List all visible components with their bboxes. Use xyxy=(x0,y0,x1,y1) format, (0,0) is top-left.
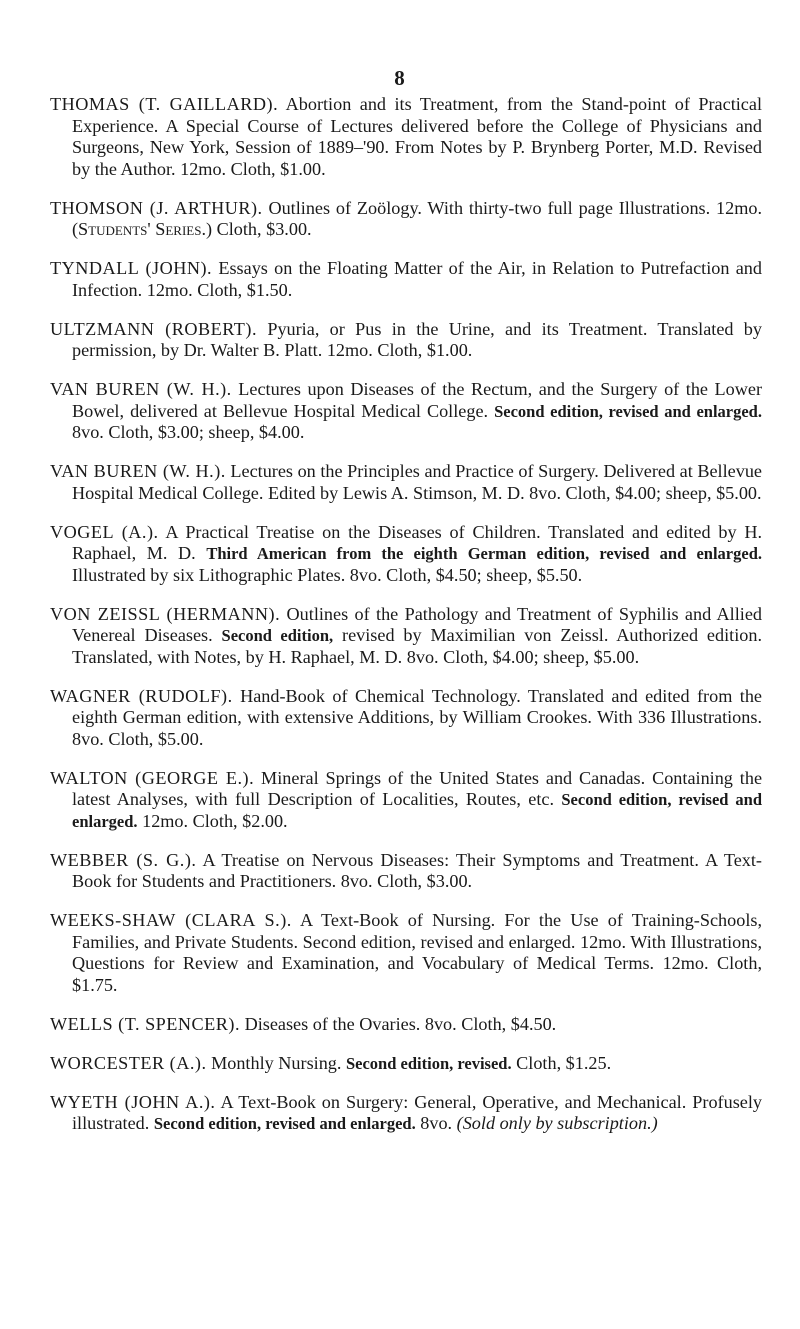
entry-description: Lectures upon Diseases of the Rectum, and the Surgery of the Lower Bowel, delivered at Bellevue Hospital Medical College. xyxy=(72,379,763,421)
catalog-entry-tyndall xyxy=(50,258,762,301)
entry-author: WAGNER (RUDOLF). xyxy=(50,685,233,706)
catalog-entry-webber xyxy=(50,850,762,893)
entry-description: A Practical Treatise on the Diseases of Children. Translated and edited by H. Raphael, M. D. xyxy=(72,521,763,563)
entry-description: Diseases of the Ovaries. 8vo. Cloth, $4.50. xyxy=(244,1013,557,1034)
entry-description: Mineral Springs of the United States and Canadas. Containing the latest Analyses, with full Description of Localities, Routes, etc. xyxy=(72,767,763,809)
catalog-entry-von-zeissl xyxy=(50,604,762,669)
page-number: 8 xyxy=(394,66,406,90)
entry-author: WEEKS-SHAW (CLARA S.). xyxy=(50,910,292,930)
entry-edition: Second edition, revised and enlarged. xyxy=(153,1114,416,1133)
entry-author: TYNDALL (JOHN). xyxy=(50,258,213,278)
entry-edition: Second edition, revised and enlarged. xyxy=(72,790,762,831)
catalog-entry-ultzmann xyxy=(50,319,762,362)
entry-price: Cloth, $3.00. xyxy=(216,219,312,239)
entry-description: Essays on the Floating Matter of the Air, in Relation to Putrefaction and Infection. 12mo. Cloth, $1.50. xyxy=(72,258,762,300)
entry-description: Outlines of the Pathology and Treatment of Syphilis and Allied Venereal Diseases. xyxy=(72,603,762,645)
entry-description: A Treatise on Nervous Diseases: Their Symptoms and Treatment. A Text-Book for Students and Practitioners. 8vo. Cloth, $3.00. xyxy=(72,849,762,891)
entry-note: (Sold only by subscription.) xyxy=(456,1113,658,1133)
entry-description: Lectures on the Principles and Practice of Surgery. Delivered at Bellevue Hospital Medical College. Edited by Lewis A. Stimson, M. D. 8vo. Cloth, $4.00; sheep, $5.00. xyxy=(72,461,762,503)
entry-edition: Second edition, revised. xyxy=(345,1053,512,1073)
entry-author: THOMAS (T. GAILLARD). xyxy=(50,94,279,114)
entry-author: WYETH (JOHN A.). xyxy=(50,1091,216,1112)
entry-price: revised by Maximilian von Zeissl. Authorized edition. Translated, with Notes, by H. Raphael, M. D. 8vo. Cloth, $4.00; sheep, $5.00. xyxy=(72,625,762,667)
entry-author: VOGEL (A.). xyxy=(50,521,159,542)
catalog-entry-walton xyxy=(50,768,762,833)
catalog-entry-wyeth xyxy=(50,1092,762,1135)
entry-edition: Second edition, revised and enlarged. xyxy=(494,401,762,421)
catalog-entry-weeks-shaw xyxy=(50,910,762,996)
catalog-entry-thomas xyxy=(50,94,762,180)
entry-author: VON ZEISSL (HERMANN). xyxy=(50,603,281,624)
entry-author: THOMSON (J. ARTHUR). xyxy=(50,197,263,218)
entry-price: Illustrated by six Lithographic Plates. 8vo. Cloth, $4.50; sheep, $5.50. xyxy=(72,564,583,585)
entry-author: WALTON (GEORGE E.). xyxy=(50,767,255,788)
entry-description: A Text-Book on Surgery: General, Operative, and Mechanical. Profusely illustrated. xyxy=(72,1091,762,1133)
entry-description: Abortion and its Treatment, from the Stand-point of Practical Experience. A Special Course of Lectures delivered before the College of Physicians and Surgeons, New York, Session of 1889–'90. From Notes by P. Brynberg Porter, M.D. Revised by the Author. 12mo. Cloth, $1.00. xyxy=(72,94,762,179)
catalog-entry-van-buren-surgery xyxy=(50,461,762,504)
entry-price: Cloth, $1.25. xyxy=(516,1052,612,1073)
entry-edition: Third American from the eighth German edition, revised and enlarged. xyxy=(206,544,762,563)
entry-description: Pyuria, or Pus in the Urine, and its Treatment. Translated by permission, by Dr. Walter B. Platt. 12mo. Cloth, $1.00. xyxy=(72,318,762,360)
entry-price: 8vo. Cloth, $3.00; sheep, $4.00. xyxy=(72,422,305,442)
catalog-entry-thomson xyxy=(50,198,762,241)
entry-description: Hand-Book of Chemical Technology. Translated and edited from the eighth German edition, with extensive Additions, by William Crookes. With 336 Illustrations. 8vo. Cloth, $5.00. xyxy=(72,685,762,749)
entry-description: Monthly Nursing. xyxy=(211,1052,342,1073)
entry-description: A Text-Book of Nursing. For the Use of Training-Schools, Families, and Private Students. Second edition, revised and enlarged. 12mo. With Illustrations, Questions for Review and Examination, and Vocabulary of Medical Terms. 12mo. Cloth, $1.75. xyxy=(72,910,762,995)
entry-author: VAN BUREN (W. H.). xyxy=(50,461,226,481)
entry-price: 12mo. Cloth, $2.00. xyxy=(142,810,288,831)
catalog-entry-vogel xyxy=(50,522,762,587)
catalog-entry-wagner xyxy=(50,686,762,751)
entry-series: (Students' Series.) xyxy=(72,219,213,239)
entry-author: WEBBER (S. G.). xyxy=(50,849,197,870)
catalog-entries xyxy=(50,94,762,1152)
catalog-entry-wells xyxy=(50,1014,762,1036)
entry-author: VAN BUREN (W. H.). xyxy=(50,379,232,399)
entry-description: Outlines of Zoölogy. With thirty-two full page Illustrations. 12mo. xyxy=(268,197,763,218)
catalog-entry-worcester xyxy=(50,1053,762,1075)
catalog-entry-van-buren-rectum xyxy=(50,379,762,444)
entry-edition: Second edition, xyxy=(221,626,334,645)
entry-author: ULTZMANN (ROBERT). xyxy=(50,318,257,339)
entry-author: WORCESTER (A.). xyxy=(50,1052,207,1073)
entry-format: 8vo. xyxy=(420,1113,453,1133)
entry-author: WELLS (T. SPENCER). xyxy=(50,1013,241,1034)
